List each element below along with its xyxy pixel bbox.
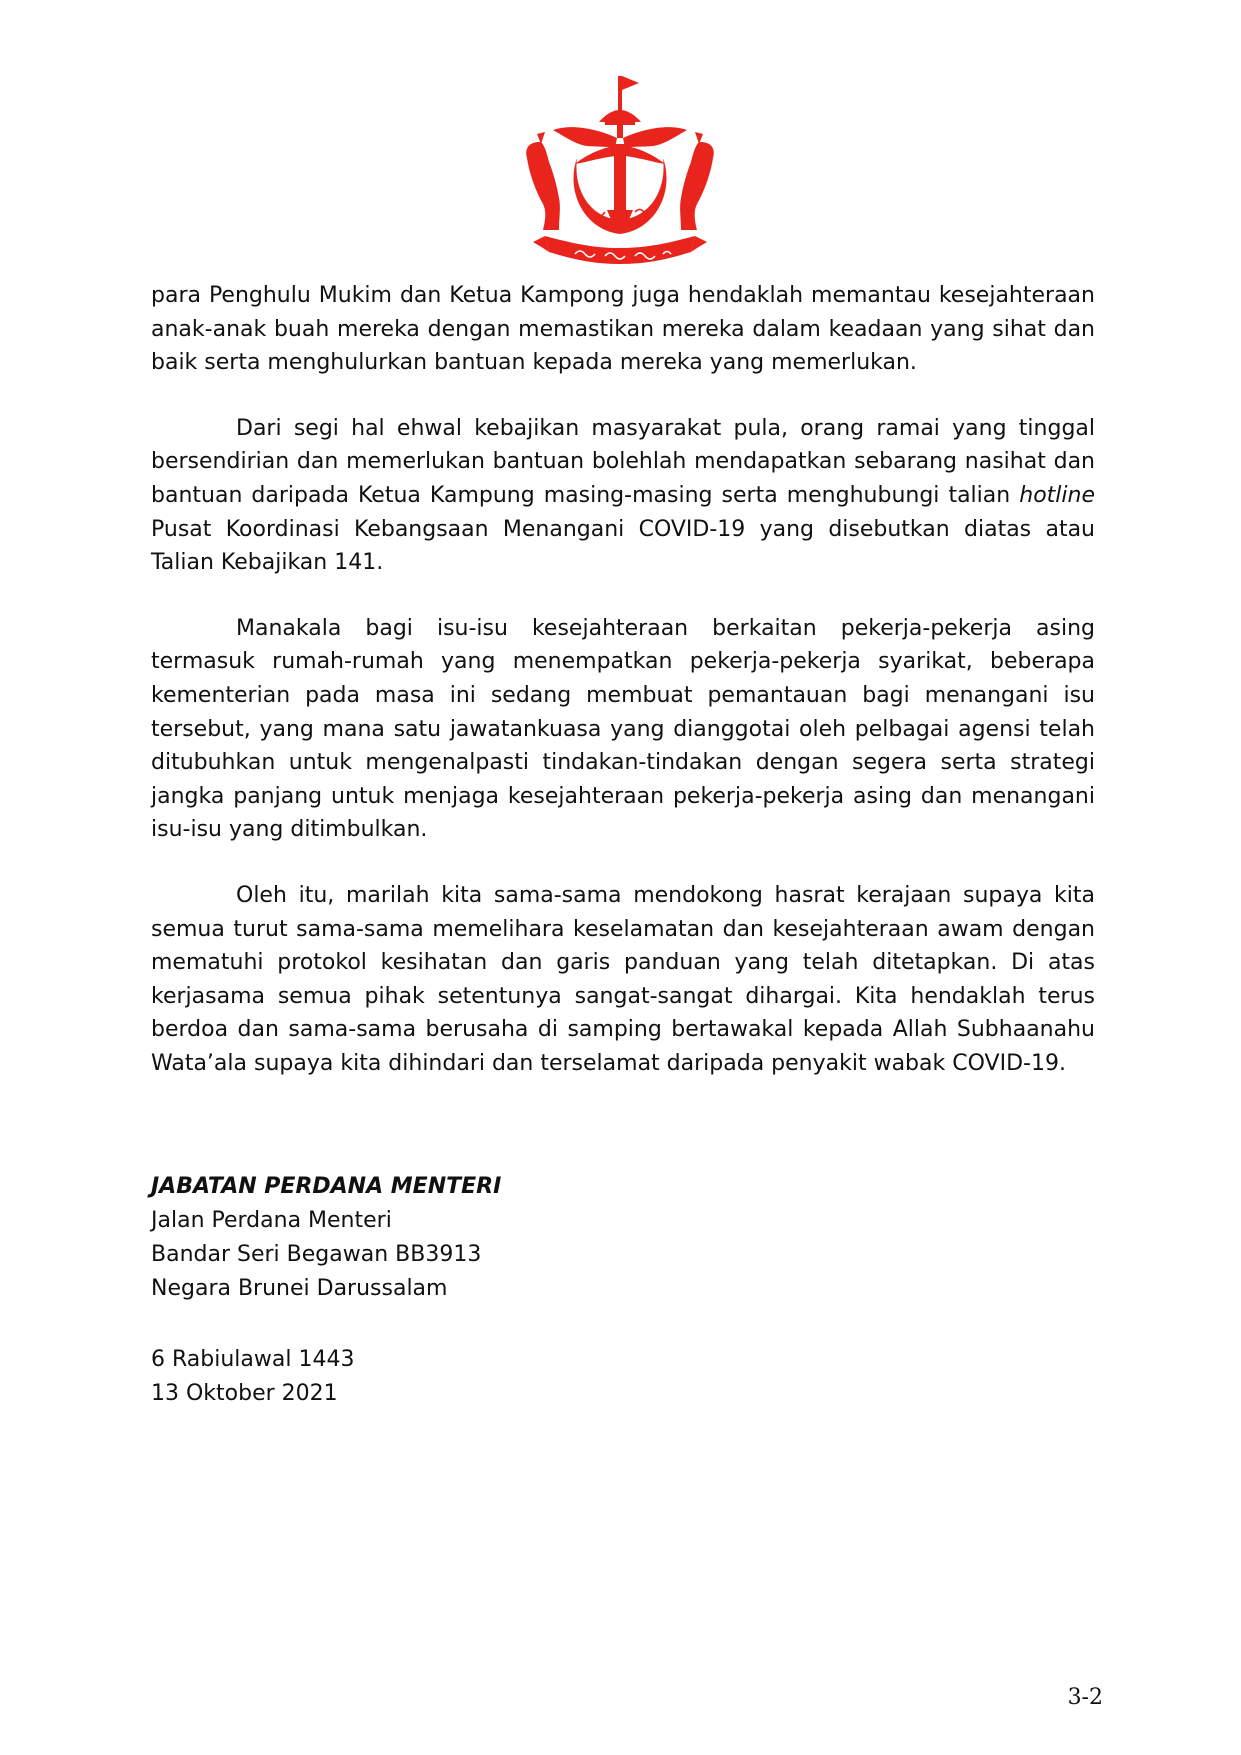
paragraph-3: Manakala bagi isu-isu kesejahteraan berkaitan pekerja-pekerja asing termasuk rumah-rumah yang menempatkan pekerja-pekerja syarikat, beberapa kementerian pada masa ini sedang membuat pemantauan bagi menangani isu tersebut, yang mana satu jawatankuasa yang dianggotai oleh pelbagai agensi telah ditubuhkan untuk mengenalpasti tindakan-tindakan dengan segera serta strategi jangka panjang untuk menjaga kesejahteraan pekerja-pekerja asing dan menangani isu-isu yang ditimbulkan. bbox=[151, 615, 1095, 843]
address-line: Bandar Seri Begawan BB3913 bbox=[151, 1242, 482, 1267]
gregorian-date: 13 Oktober 2021 bbox=[151, 1381, 338, 1406]
brunei-crest-icon bbox=[515, 72, 725, 272]
hotline-term: hotline bbox=[1019, 482, 1095, 508]
paragraph-2 bbox=[151, 412, 1095, 580]
hijri-date: 6 Rabiulawal 1443 bbox=[151, 1347, 355, 1372]
address-line: Negara Brunei Darussalam bbox=[151, 1276, 448, 1301]
paragraph-2-text-after: Pusat Koordinasi Kebangsaan Menangani COVID-19 yang disebutkan diatas atau Talian Kebajikan 141. bbox=[151, 516, 1095, 576]
date-block bbox=[151, 1343, 354, 1411]
paragraph-1: para Penghulu Mukim dan Ketua Kampong juga hendaklah memantau kesejahteraan anak-anak buah mereka dengan memastikan mereka dalam keadaan yang sihat dan baik serta menghulurkan bantuan kepada mereka yang memerlukan. bbox=[151, 283, 1095, 376]
letter-body bbox=[151, 279, 1095, 1112]
brunei-crest-emblem bbox=[515, 72, 725, 272]
paragraph-4: Oleh itu, marilah kita sama-sama mendokong hasrat kerajaan supaya kita semua turut sama-sama memelihara keselamatan dan kesejahteraan awam dengan mematuhi protokol kesihatan dan garis panduan yang telah ditetapkan. Di atas kerjasama semua pihak setentunya sangat-sangat dihargai. Kita hendaklah terus berdoa dan sama-sama berusaha di samping bertawakal kepada Allah Subhaanahu Wata’ala supaya kita dihindari dan terselamat daripada penyakit wabak COVID-19. bbox=[151, 882, 1095, 1076]
paragraph-2-text-before: Dari segi hal ehwal kebajikan masyarakat pula, orang ramai yang tinggal bersendirian dan memerlukan bantuan bolehlah mendapatkan sebarang nasihat dan bantuan daripada Ketua Kampung masing-masing serta menghubungi talian bbox=[151, 415, 1095, 508]
page-number: 3-2 bbox=[1067, 1685, 1103, 1710]
signature-block bbox=[151, 1170, 501, 1306]
department-name: JABATAN PERDANA MENTERI bbox=[151, 1174, 502, 1199]
address-line: Jalan Perdana Menteri bbox=[151, 1208, 392, 1233]
